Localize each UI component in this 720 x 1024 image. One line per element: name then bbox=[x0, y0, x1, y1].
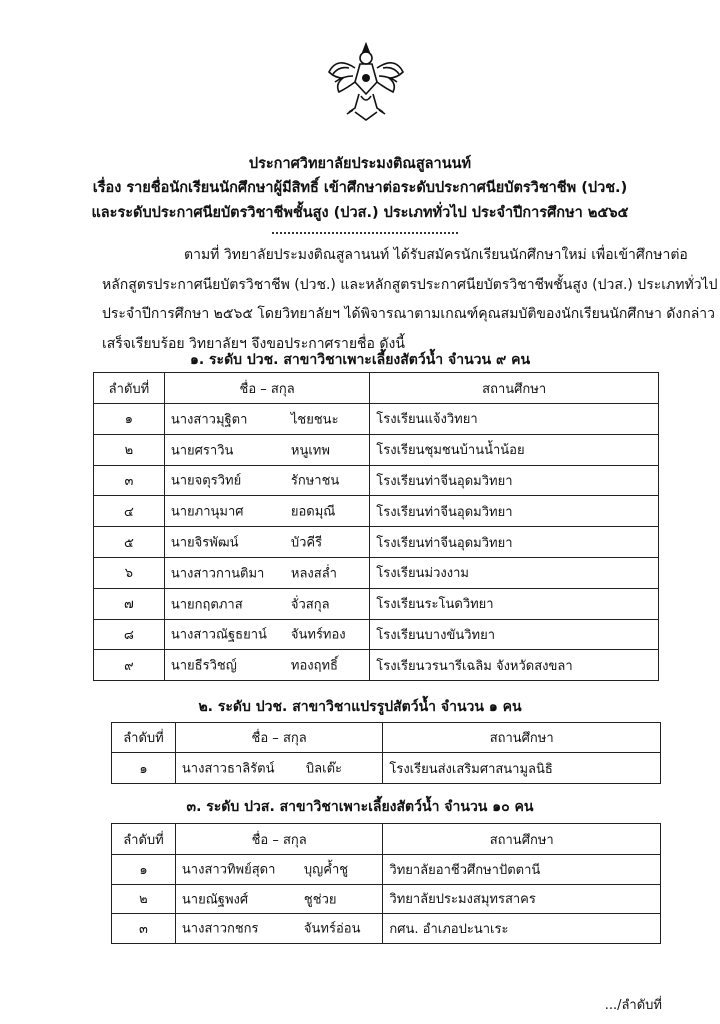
student-first-name: นางสาวกานติมา bbox=[170, 566, 265, 582]
student-first-name: นางสาวณัฐธยาน์ bbox=[170, 627, 267, 643]
column-header-no: ลำดับที่ bbox=[112, 723, 176, 753]
school-name: วิทยาลัยอาชีวศึกษาปัตตานี bbox=[383, 855, 661, 885]
table-row bbox=[94, 527, 659, 558]
column-header-name: ชื่อ – สกุล bbox=[164, 373, 369, 404]
intro-paragraph bbox=[102, 241, 718, 359]
student-last-name: จันทร์อ่อน bbox=[303, 921, 361, 937]
section-2-table bbox=[111, 722, 661, 784]
student-name-cell bbox=[164, 434, 369, 465]
row-number: ๔ bbox=[94, 496, 165, 527]
student-name-cell bbox=[164, 465, 369, 496]
table-row bbox=[94, 496, 659, 527]
intro-line-2: หลักสูตรประกาศนียบัตรวิชาชีพ (ปวช.) และหลักสูตรประกาศนียบัตรวิชาชีพชั้นสูง (ปวส.) ประเภททั่วไป bbox=[102, 276, 718, 293]
table-row bbox=[94, 557, 659, 588]
school-name: กศน. อำเภอปะนาเระ bbox=[383, 914, 661, 944]
school-name: โรงเรียนวรนารีเฉลิม จังหวัดสงขลา bbox=[370, 650, 659, 681]
section-3-title: ๓. ระดับ ปวส. สาขาวิชาเพาะเลี้ยงสัตว์น้ำ จำนวน ๑๐ คน bbox=[186, 799, 534, 815]
school-name: โรงเรียนท่าจีนอุดมวิทยา bbox=[370, 465, 659, 496]
column-header-name: ชื่อ – สกุล bbox=[175, 723, 382, 753]
intro-line-4: เสร็จเรียบร้อย วิทยาลัยฯ จึงขอประกาศรายชื่อ ดังนี้ bbox=[102, 335, 405, 352]
row-number: ๑ bbox=[112, 753, 176, 784]
student-name-cell bbox=[175, 884, 382, 914]
table-header-row bbox=[94, 373, 659, 404]
row-number: ๑ bbox=[94, 404, 165, 435]
row-number: ๘ bbox=[94, 619, 165, 650]
student-last-name: หนูเทพ bbox=[290, 443, 330, 459]
column-header-no: ลำดับที่ bbox=[112, 824, 176, 855]
student-name-cell bbox=[175, 753, 382, 784]
row-number: ๗ bbox=[94, 588, 165, 619]
student-last-name: บิลเต๊ะ bbox=[305, 761, 342, 777]
student-first-name: นางสาวมุฐิตา bbox=[170, 412, 248, 428]
student-first-name: นายศราวิน bbox=[170, 443, 234, 459]
student-last-name: จันทร์ทอง bbox=[290, 627, 346, 643]
student-name-cell bbox=[164, 588, 369, 619]
student-name-cell bbox=[175, 855, 382, 885]
student-last-name: ทองฤทธิ์ bbox=[290, 658, 338, 674]
announcement-subject-line-2: และระดับประกาศนียบัตรวิชาชีพชั้นสูง (ปวส.) ประเภททั่วไป ประจำปีการศึกษา ๒๕๖๕ bbox=[91, 205, 629, 221]
column-header-school: สถานศึกษา bbox=[383, 824, 661, 855]
school-name: วิทยาลัยประมงสมุทรสาคร bbox=[383, 884, 661, 914]
row-number: ๑ bbox=[112, 855, 176, 885]
announcement-title: ประกาศวิทยาลัยประมงติณสูลานนท์ bbox=[248, 156, 472, 172]
table-row bbox=[94, 650, 659, 681]
student-last-name: ไชยชนะ bbox=[290, 412, 339, 428]
announcement-subject-line-1: เรื่อง รายชื่อนักเรียนนักศึกษาผู้มีสิทธิ์ เข้าศึกษาต่อระดับประกาศนียบัตรวิชาชีพ (ปวช.) bbox=[92, 180, 628, 196]
student-first-name: นายณัฐพงศ์ bbox=[181, 892, 249, 908]
student-last-name: รักษาชน bbox=[290, 473, 340, 489]
table-header-row bbox=[112, 723, 661, 753]
school-name: โรงเรียนระโนดวิทยา bbox=[370, 588, 659, 619]
column-header-name: ชื่อ – สกุล bbox=[175, 824, 382, 855]
student-first-name: นายจตุรวิทย์ bbox=[170, 473, 242, 489]
section-3-table bbox=[111, 823, 661, 944]
student-name-cell bbox=[164, 404, 369, 435]
section-1-table bbox=[93, 372, 659, 681]
table-row bbox=[112, 855, 661, 885]
column-header-no: ลำดับที่ bbox=[94, 373, 165, 404]
intro-line-1: ตามที่ วิทยาลัยประมงติณสูลานนท์ ได้รับสมัครนักเรียนนักศึกษาใหม่ เพื่อเข้าศึกษาต่อ bbox=[184, 247, 688, 263]
school-name: โรงเรียนท่าจีนอุดมวิทยา bbox=[370, 496, 659, 527]
student-name-cell bbox=[164, 619, 369, 650]
row-number: ๙ bbox=[94, 650, 165, 681]
row-number: ๓ bbox=[112, 914, 176, 944]
student-first-name: นางสาวธาลิรัตน์ bbox=[181, 761, 275, 777]
student-name-cell bbox=[164, 557, 369, 588]
student-last-name: บัวคีรี bbox=[290, 535, 323, 551]
school-name: โรงเรียนส่งเสริมศาสนามูลนิธิ bbox=[383, 753, 661, 784]
row-number: ๒ bbox=[94, 434, 165, 465]
row-number: ๕ bbox=[94, 527, 165, 558]
student-first-name: นายจิรพัฒน์ bbox=[170, 535, 239, 551]
dotted-divider bbox=[272, 232, 458, 234]
school-name: โรงเรียนท่าจีนอุดมวิทยา bbox=[370, 527, 659, 558]
table-row bbox=[112, 884, 661, 914]
garuda-emblem-icon bbox=[325, 38, 407, 126]
student-first-name: นายกฤตภาส bbox=[170, 597, 243, 613]
student-name-cell bbox=[164, 527, 369, 558]
table-header-row bbox=[112, 824, 661, 855]
table-row bbox=[94, 465, 659, 496]
table-row bbox=[94, 434, 659, 465]
column-header-school: สถานศึกษา bbox=[383, 723, 661, 753]
student-last-name: จั่วสกุล bbox=[290, 597, 330, 613]
school-name: โรงเรียนม่วงงาม bbox=[370, 557, 659, 588]
section-1-title: ๑. ระดับ ปวช. สาขาวิชาเพาะเลี้ยงสัตว์น้ำ จำนวน ๙ คน bbox=[189, 352, 531, 368]
intro-line-3: ประจำปีการศึกษา ๒๕๖๕ โดยวิทยาลัยฯ ได้พิจารณาตามเกณฑ์คุณสมบัติของนักเรียนนักศึกษา ดังกล่าว bbox=[102, 306, 716, 322]
student-last-name: ชูช่วย bbox=[303, 892, 337, 908]
row-number: ๖ bbox=[94, 557, 165, 588]
continued-marker: .../ลำดับที่ bbox=[604, 998, 662, 1013]
table-row bbox=[112, 753, 661, 784]
section-2-title: ๒. ระดับ ปวช. สาขาวิชาแปรรูปสัตว์น้ำ จำนวน ๑ คน bbox=[198, 699, 522, 715]
student-first-name: นางสาวกชกร bbox=[181, 921, 259, 937]
table-row bbox=[94, 404, 659, 435]
student-last-name: บุญค้ำชู bbox=[303, 862, 349, 878]
student-last-name: ยอดมุณี bbox=[290, 504, 336, 520]
table-row bbox=[94, 588, 659, 619]
student-first-name: นายธีรวิชญ์ bbox=[170, 658, 237, 674]
student-name-cell bbox=[164, 650, 369, 681]
table-row bbox=[112, 914, 661, 944]
school-name: โรงเรียนชุมชนบ้านน้ำน้อย bbox=[370, 434, 659, 465]
row-number: ๒ bbox=[112, 884, 176, 914]
row-number: ๓ bbox=[94, 465, 165, 496]
student-last-name: หลงสล่ำ bbox=[290, 566, 337, 582]
student-name-cell bbox=[175, 914, 382, 944]
school-name: โรงเรียนแจ้งวิทยา bbox=[370, 404, 659, 435]
student-first-name: นายภานุมาศ bbox=[170, 504, 244, 520]
school-name: โรงเรียนบางขันวิทยา bbox=[370, 619, 659, 650]
student-first-name: นางสาวทิพย์สุดา bbox=[181, 862, 276, 878]
table-row bbox=[94, 619, 659, 650]
column-header-school: สถานศึกษา bbox=[370, 373, 659, 404]
student-name-cell bbox=[164, 496, 369, 527]
